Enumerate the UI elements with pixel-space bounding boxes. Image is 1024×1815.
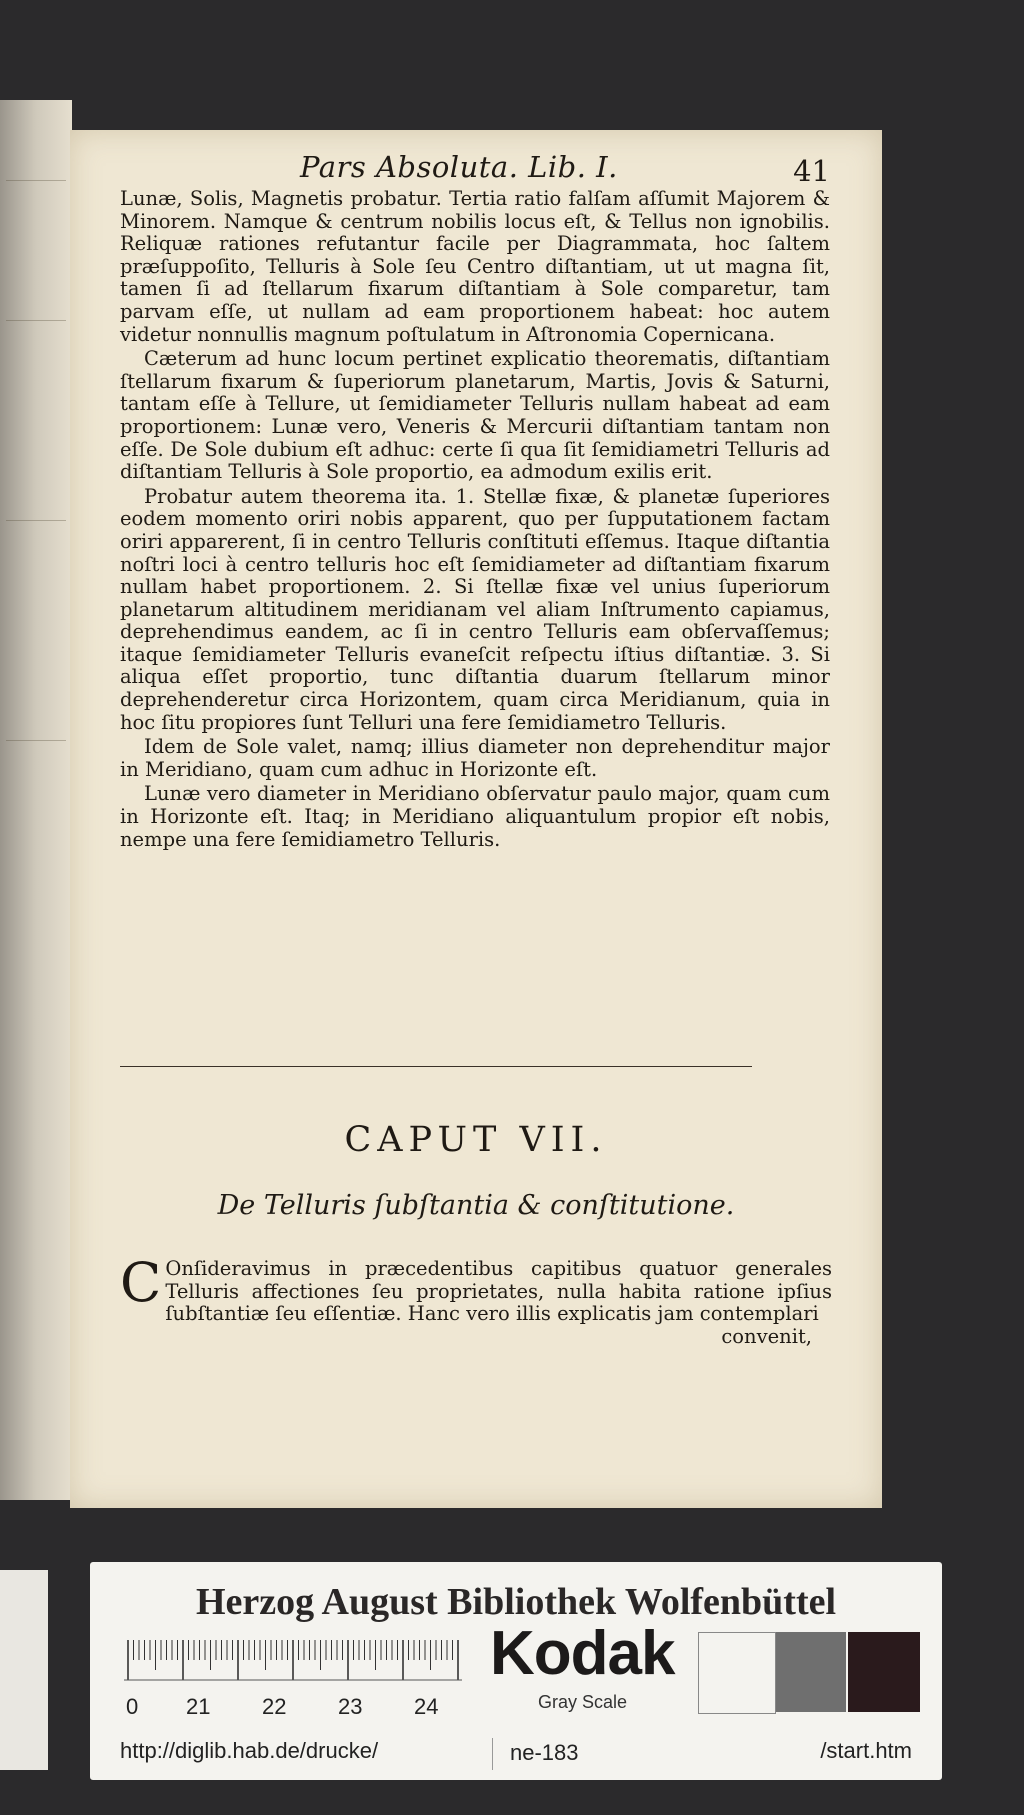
ruler-label: 0 xyxy=(126,1694,139,1719)
adjacent-page-edge xyxy=(0,100,72,1500)
page-number: 41 xyxy=(793,154,830,188)
gray-scale-label: Gray Scale xyxy=(538,1692,628,1712)
chapter-text xyxy=(120,1251,832,1326)
ruler-label: 24 xyxy=(414,1694,439,1719)
color-calibration-card xyxy=(90,1562,942,1780)
ghost-text-line xyxy=(6,740,66,755)
running-head: Pars Absoluta. Lib. I. xyxy=(300,150,618,184)
chapter-subtitle: De Telluris ſubſtantia & conſtitutione. xyxy=(217,1190,735,1221)
url-suffix: /start.htm xyxy=(820,1738,912,1763)
url-prefix: http://diglib.hab.de/drucke/ xyxy=(120,1738,379,1763)
ruler-label: 22 xyxy=(262,1694,287,1719)
url-shelfmark: ne-183 xyxy=(510,1740,579,1765)
paragraph: Cæterum ad hunc locum pertinet explicatio theorematis, diſtantiam ſtellarum fixarum & ſuperiorum planetarum, Martis, Jovis & Saturni, tantam eſſe à Tellure, ut ſemidiameter Telluris nullam habeat ad eam proportionem: Lunæ vero, Veneris & Mercurii diſtantiam tantam non eſſe. De Sole dubium eſt adhuc: certe ſi qua ſit ſemidiametri Telluris ad diſtantiam Telluris à Sole proportio, ea admodum exilis erit. xyxy=(120,347,830,484)
chapter-title: CAPUT VII. xyxy=(344,1120,608,1160)
paragraph: Probatur autem theorema ita. 1. Stellæ fixæ, & planetæ ſuperiores eodem momento oriri nobis apparent, quo per ſupputationem factam oriri apparerent, ſi in centro Telluris conſtituti eſſemus. Itaque diſtantia noſtri loci à centro telluris hoc eſt ſemidiameter ad diſtantiam fixarum nullam habet proportionem. 2. Si ſtellæ fixæ vel unius ſuperiorum planetarum altitudinem meridianam vel aliam Inſtrumento capiamus, deprehendimus eandem, ac ſi in centro Telluris eam obſervaſſemus; itaque ſemidiameter Telluris evaneſcit reſpectu iſtius diſtantiæ. 3. Si aliqua eſſet proportio, tunc diſtantia duarum ſtellarum minor deprehenderetur circa Horizontem, quam circa Meridianum, quia in hoc ſitu propiores ſunt Telluri una fere ſemidiametro Telluris. xyxy=(120,484,830,734)
body-text xyxy=(120,188,830,851)
chapter-paragraph: Onſideravimus in præcedentibus capitibus quatuor generales Telluris affectiones ſeu proprietates, nulla habita ratione ipſius ſubſtantiæ ſeu eſſentiæ. Hanc vero illis explicatis jam contemplari xyxy=(165,1257,832,1326)
ruler-label: 21 xyxy=(186,1694,211,1719)
drop-cap: C xyxy=(120,1251,162,1314)
ghost-text-line xyxy=(6,520,66,535)
ghost-text-line xyxy=(6,320,66,335)
catchword: convenit, xyxy=(721,1325,812,1348)
gray-patch-mid xyxy=(776,1632,846,1712)
ghost-text-line xyxy=(6,180,66,195)
gray-patch-white xyxy=(698,1632,776,1714)
ruler-scale xyxy=(124,1636,462,1720)
page-header xyxy=(70,150,882,190)
paragraph: Lunæ, Solis, Magnetis probatur. Tertia ratio falſam aſſumit Majorem & Minorem. Namque & centrum nobilis locus eſt, & Tellus non ignobilis. Reliquæ rationes refutantur facile per Diagrammata, hoc ſaltem præſuppoſito, Telluris à Sole ſeu Centro diſtantiam, ut ut magna ſit, tamen ſi ad ſtellarum fixarum diſtantiam à Sole comparetur, tam parvam eſſe, ut nullam ad eam proportionem habeat: hoc autem videtur nonnullis magnum poſtulatum in Aſtronomia Copernicana. xyxy=(120,187,830,346)
ruler-label: 23 xyxy=(338,1694,363,1719)
gray-scale-patches xyxy=(698,1632,926,1718)
gray-patch-dark xyxy=(848,1632,920,1712)
kodak-logo: Kodak xyxy=(490,1619,675,1688)
library-name: Herzog August Bibliothek Wolfenbüttel xyxy=(195,1581,837,1623)
section-divider xyxy=(120,1066,752,1068)
paragraph: Lunæ vero diameter in Meridiano obſervatur paulo major, quam cum in Horizonte eſt. Itaq; in Meridiano aliquantulum propior eſt nobis, nempe una fere ſemidiametro Telluris. xyxy=(120,782,830,851)
book-page xyxy=(70,130,882,1508)
url-divider xyxy=(492,1738,493,1770)
paragraph: Idem de Sole valet, namq; illius diameter non deprehenditur major in Meridiano, quam cum adhuc in Horizonte eſt. xyxy=(120,735,830,781)
adjacent-card-edge xyxy=(0,1570,48,1770)
